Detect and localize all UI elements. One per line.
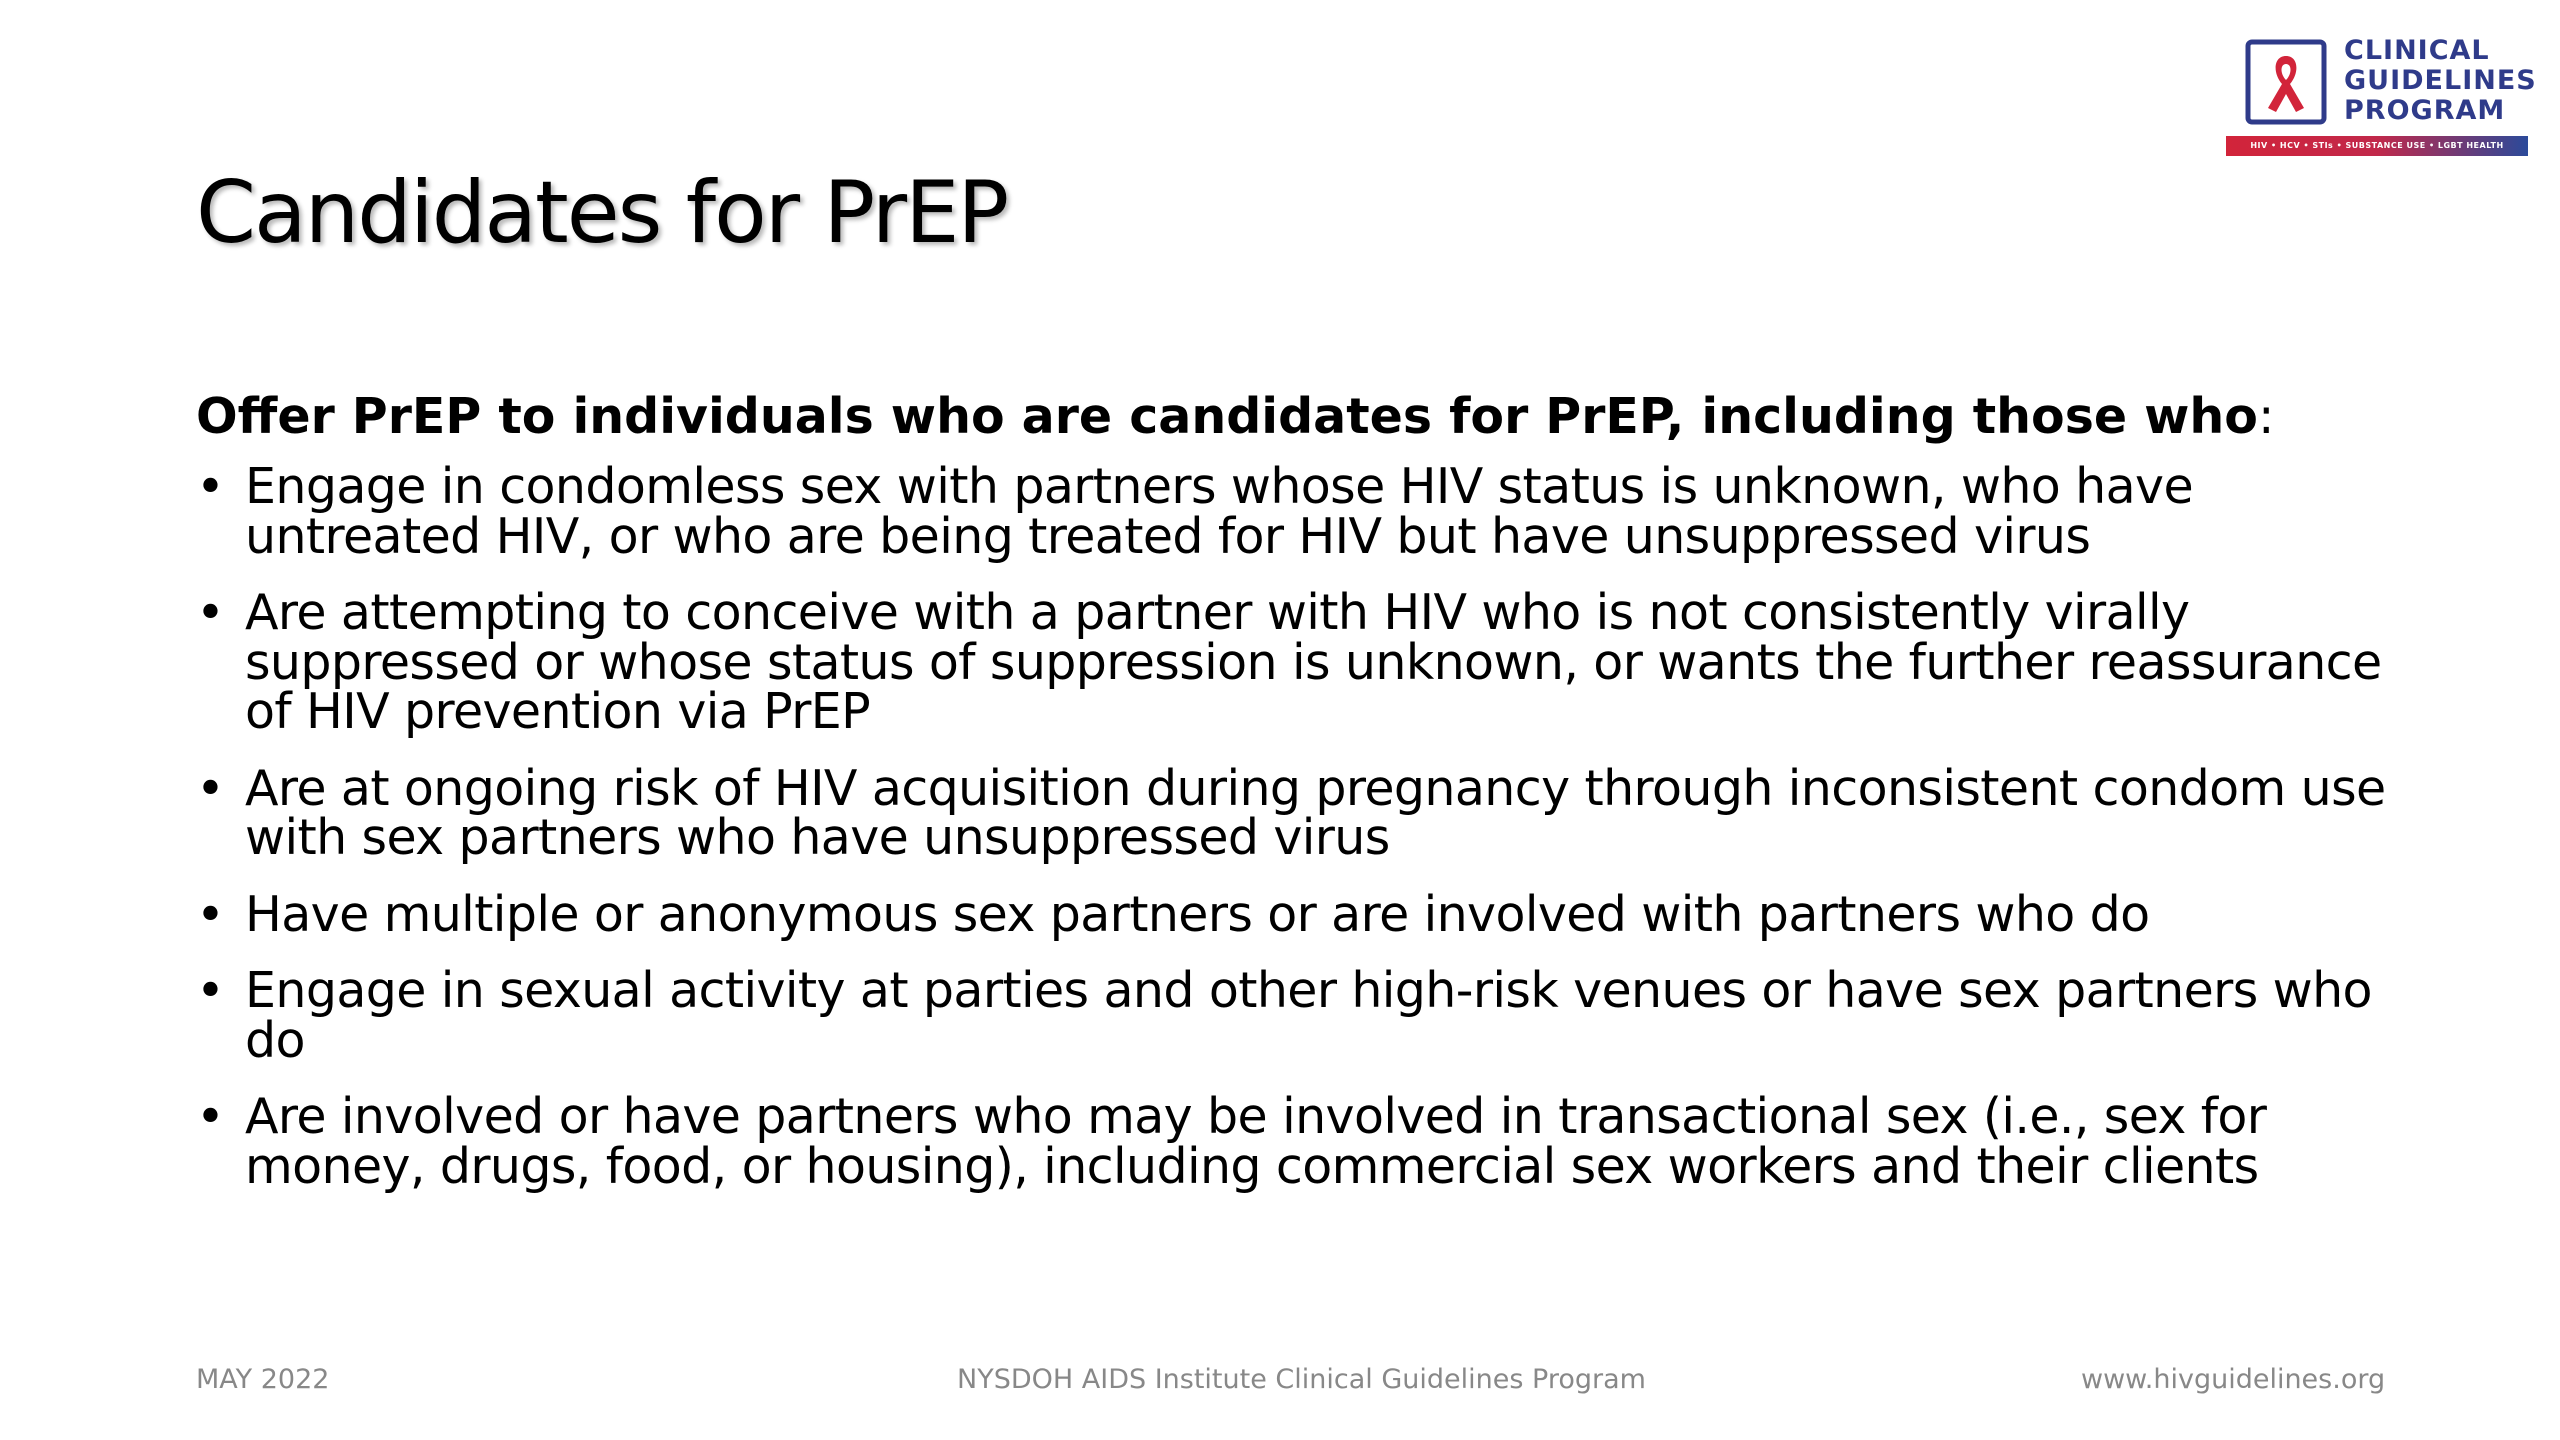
red-ribbon-icon [2244, 38, 2330, 126]
list-item-text: Are attempting to conceive with a partner with HIV who is not consistently virally suppressed or whose status of suppression is unknown, or wants the further reassurance of HIV prevention via PrEP [245, 584, 2382, 740]
list-item [196, 885, 2396, 943]
footer-program: NYSDOH AIDS Institute Clinical Guidelines Program [957, 1364, 1646, 1395]
footer-url: www.hivguidelines.org [2081, 1364, 2386, 1395]
slide-title: Candidates for PrEP [196, 163, 1008, 263]
list-item [196, 584, 2396, 740]
logo-line-1: CLINICAL [2344, 35, 2490, 66]
list-item-text: Engage in sexual activity at parties and other high-risk venues or have sex partners who do [245, 962, 2372, 1069]
list-item-text: Are involved or have partners who may be involved in transactional sex (i.e., sex for money, drugs, food, or housing), including commercial sex workers and their clients [245, 1088, 2267, 1195]
list-item [196, 1088, 2396, 1195]
intro-bold-text: Offer PrEP to individuals who are candidates for PrEP, including those who [196, 388, 2258, 445]
list-item-text: Engage in condomless sex with partners whose HIV status is unknown, who have untreated HIV, or who are being treated for HIV but have unsuppressed virus [245, 458, 2193, 565]
logo-band: HIV • HCV • STIs • SUBSTANCE USE • LGBT HEALTH [2226, 136, 2528, 156]
bullet-icon: • [196, 584, 225, 641]
list-item [196, 962, 2396, 1069]
bullet-icon: • [196, 458, 225, 515]
list-item-text: Have multiple or anonymous sex partners or are involved with partners who do [245, 885, 2150, 943]
intro-statement [196, 386, 2396, 448]
footer-date: MAY 2022 [196, 1364, 330, 1395]
list-item-text: Are at ongoing risk of HIV acquisition during pregnancy through inconsistent condom use with sex partners who have unsuppressed virus [245, 759, 2386, 866]
clinical-guidelines-program-logo [2226, 35, 2537, 160]
bullet-icon: • [196, 759, 225, 817]
bullet-icon: • [196, 962, 225, 1019]
bullet-icon: • [196, 885, 225, 943]
list-item [196, 458, 2396, 565]
bullet-icon: • [196, 1088, 225, 1145]
logo-line-2: GUIDELINES [2344, 65, 2537, 96]
list-item [196, 759, 2396, 866]
candidate-criteria-list [196, 458, 2396, 1218]
intro-colon: : [2257, 388, 2275, 445]
logo-line-3: PROGRAM [2344, 95, 2506, 126]
logo-wordmark [2344, 36, 2537, 126]
